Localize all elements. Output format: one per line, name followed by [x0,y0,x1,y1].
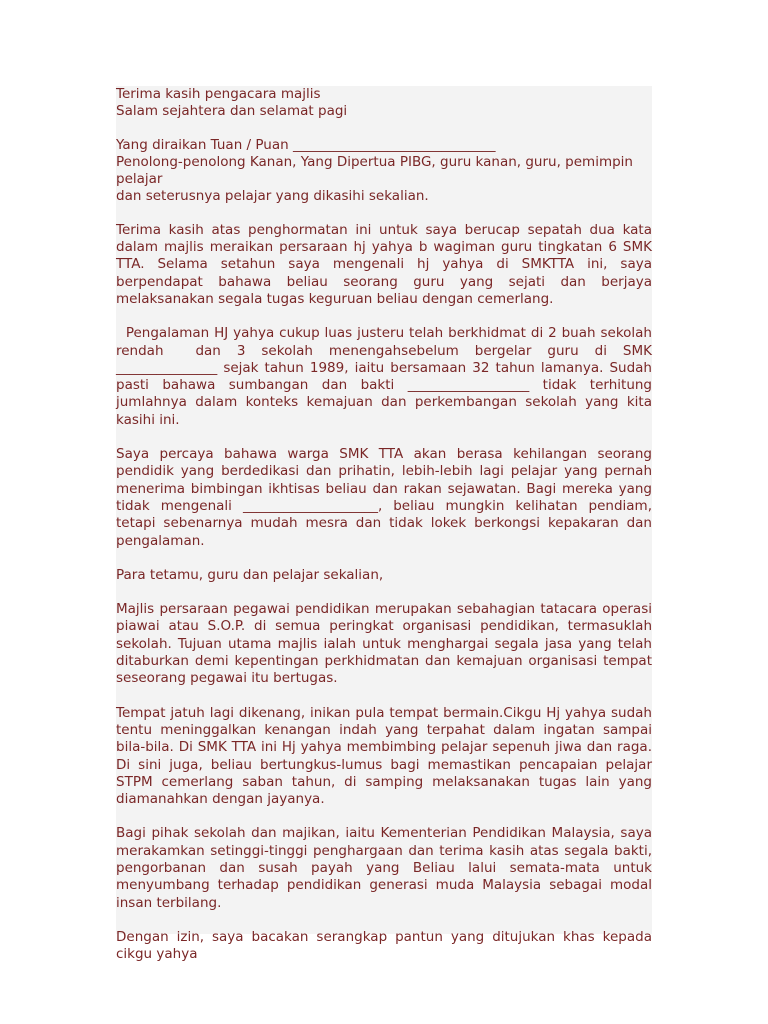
paragraph-address-guests: Para tetamu, guru dan pelajar sekalian, [116,566,384,583]
salutation-block [116,137,652,206]
salutation-line-students: dan seterusnya pelajar yang dikasihi sekalian. [116,188,429,205]
document-page [116,86,657,963]
paragraph-thanks: Terima kasih atas penghormatan ini untuk saya berucap sepatah dua kata dalam majlis meraikan persaraan hj yahya b wagiman guru tingkatan 6 SMK TTA. Selama setahun saya mengenali hj yahya di SMKTTA ini, saya berpendapat bahawa beliau seorang guru yang sejati dan berjaya melaksanakan segala tugas keguruan beliau dengan cemerlang. [116,221,652,307]
paragraph-memories: Tempat jatuh lagi dikenang, inikan pula tempat bermain.Cikgu Hj yahya sudah tentu meninggalkan kenangan indah yang terpahat dalam ingatan sampai bila-bila. Di SMK TTA ini Hj yahya membimbing pelajar sepenuh jiwa dan raga. Di sini juga, beliau bertungkus-lumus bagi memastikan pencapaian pelajar STPM cemerlang saban tahun, di samping melaksanakan tugas lain yang diamanahkan dengan jayanya. [116,704,652,808]
salutation-line-officials: Penolong-penolong Kanan, Yang Dipertua PIBG, guru kanan, guru, pemimpin pelajar [116,153,633,188]
opening-line-thanks: Terima kasih pengacara majlis [116,86,321,102]
opening-line-greeting: Salam sejahtera dan selamat pagi [116,103,348,120]
paragraph-loss: Saya percaya bahawa warga SMK TTA akan berasa kehilangan seorang pendidik yang berdedikasi dan prihatin, lebih-lebih lagi pelajar yang pernah menerima bimbingan ikhtisas beliau dan rakan sejawatan. Bagi mereka yang tidak mengenali ____________________, beliau mungkin kelihatan pendiam, tetapi sebenarnya mudah mesra dan tidak lokek berkongsi kepakaran dan pengalaman. [116,446,652,549]
opening-block [116,86,652,121]
paragraph-retirement-ceremony: Majlis persaraan pegawai pendidikan merupakan sebahagian tatacara operasi piawai atau S.O.P. di semua peringkat organisasi pendidikan, termasuklah sekolah. Tujuan utama majlis ialah untuk menghargai segala jasa yang telah ditaburkan demi kepentingan perkhidmatan dan kemajuan organisasi tempat seseorang pegawai itu bertugas. [116,601,652,687]
paragraph-appreciation: Bagi pihak sekolah dan majikan, iaitu Kementerian Pendidikan Malaysia, saya merakamkan setinggi-tinggi penghargaan dan terima kasih atas segala bakti, pengorbanan dan susah payah yang Beliau lalui semata-mata untuk menyumbang terhadap pendidikan generasi muda Malaysia sebagai modal insan terbilang. [116,825,652,911]
salutation-line-guest: Yang diraikan Tuan / Puan ______________________________ [116,136,496,153]
paragraph-experience: Pengalaman HJ yahya cukup luas justeru telah berkhidmat di 2 buah sekolah rendah dan 3 sekolah menengahsebelum bergelar guru di SMK _______________ sejak tahun 1989, iaitu bersamaan 32 tahun lamanya. Sudah pasti bahawa sumbangan dan bakti __________________ tidak terhitung jumlahnya dalam konteks kemajuan dan perkembangan sekolah yang kita kasihi ini. [116,325,657,428]
paragraph-pantun-intro: Dengan izin, saya bacakan serangkap pantun yang ditujukan khas kepada cikgu yahya [116,928,652,963]
document-body [116,86,657,980]
